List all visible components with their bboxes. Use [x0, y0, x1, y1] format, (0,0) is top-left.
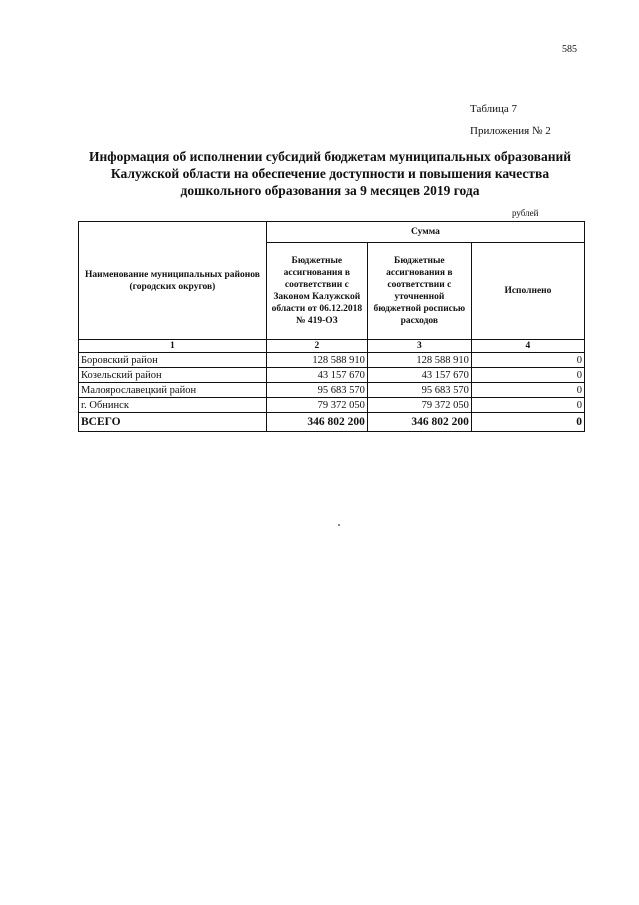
table-label: Таблица 7 — [470, 103, 518, 115]
title-line-2: Калужской области на обеспечение доступности и повышения качества — [110, 166, 550, 181]
header-line: Исполнено — [504, 286, 552, 296]
total-row — [79, 413, 585, 432]
column-number: 4 — [471, 340, 584, 353]
executed-amount: 0 — [471, 353, 584, 368]
header-line: области от 06.12.2018 — [271, 304, 363, 314]
header-line: соответствии с — [284, 280, 349, 290]
header-line: расходов — [400, 316, 439, 326]
total-refined-amount: 346 802 200 — [367, 413, 471, 432]
executed-amount: 0 — [471, 398, 584, 413]
municipality-name: Козельский район — [79, 368, 267, 383]
header-refined-allocations — [367, 243, 471, 340]
table-row — [79, 353, 585, 368]
title-line-1: Информация об исполнении субсидий бюджетам муниципальных образований — [88, 149, 572, 164]
executed-amount: 0 — [471, 368, 584, 383]
law-amount: 95 683 570 — [266, 383, 367, 398]
header-line: Бюджетные — [394, 256, 445, 266]
header-line: Законом Калужской — [273, 292, 361, 302]
header-law-allocations — [266, 243, 367, 340]
refined-amount: 79 372 050 — [367, 398, 471, 413]
municipality-name: Боровский район — [79, 353, 267, 368]
total-executed-amount: 0 — [471, 413, 584, 432]
header-line: ассигнования в — [386, 268, 453, 278]
header-line: Бюджетные — [291, 256, 343, 266]
header-municipality: Наименование муниципальных районов (городских округов) — [79, 222, 267, 340]
header-line: бюджетной росписью — [373, 304, 466, 314]
law-amount: 79 372 050 — [266, 398, 367, 413]
header-line: уточненной — [394, 292, 445, 302]
municipality-name: г. Обнинск — [79, 398, 267, 413]
header-line: ассигнования в — [283, 268, 351, 278]
law-amount: 128 588 910 — [266, 353, 367, 368]
page-number: 585 — [562, 44, 577, 55]
column-number: 2 — [266, 340, 367, 353]
refined-amount: 43 157 670 — [367, 368, 471, 383]
header-sum: Сумма — [266, 222, 584, 243]
executed-amount: 0 — [471, 383, 584, 398]
document-title — [60, 148, 600, 199]
scan-speck — [338, 524, 340, 526]
law-amount: 43 157 670 — [266, 368, 367, 383]
header-executed — [471, 243, 584, 340]
total-law-amount: 346 802 200 — [266, 413, 367, 432]
refined-amount: 95 683 570 — [367, 383, 471, 398]
subsidy-table — [78, 221, 585, 432]
column-number: 1 — [79, 340, 267, 353]
header-line: № 419-ОЗ — [295, 316, 338, 326]
units-label: рублей — [512, 208, 539, 218]
column-number: 3 — [367, 340, 471, 353]
header-line: соответствии с — [387, 280, 452, 290]
table-row — [79, 368, 585, 383]
appendix-label: Приложения № 2 — [470, 125, 551, 137]
municipality-name: Малоярославецкий район — [79, 383, 267, 398]
table-row — [79, 383, 585, 398]
title-line-3: дошкольного образования за 9 месяцев 2019 года — [180, 183, 480, 198]
total-label: ВСЕГО — [79, 413, 267, 432]
table-row — [79, 398, 585, 413]
refined-amount: 128 588 910 — [367, 353, 471, 368]
